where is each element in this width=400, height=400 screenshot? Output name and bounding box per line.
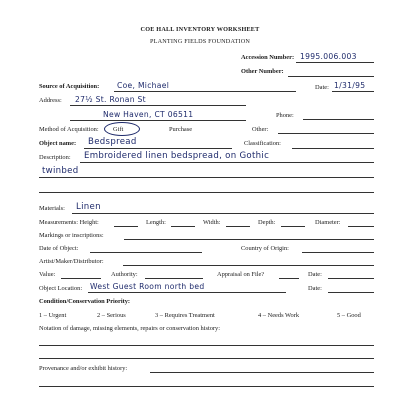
description-value-1[interactable]: Embroidered linen bedspread, on Gothic	[84, 151, 270, 161]
markings-line	[124, 239, 374, 240]
phone-line	[303, 119, 374, 120]
method-option-other[interactable]: Other:	[252, 126, 269, 133]
authority-line	[145, 278, 203, 279]
provenance-label: Provenance and/or exhibit history:	[39, 365, 128, 372]
condition-option-5[interactable]: 5 – Good	[337, 312, 361, 319]
appraisal-label: Appraisal on File?	[217, 271, 265, 278]
method-option-purchase[interactable]: Purchase	[169, 126, 193, 133]
source-date-value[interactable]: 1/31/95	[334, 81, 366, 90]
address-value-2[interactable]: New Haven, CT 06511	[103, 110, 194, 119]
provenance-line-1	[150, 372, 374, 373]
source-date-label: Date:	[315, 84, 329, 91]
description-label: Description:	[39, 154, 71, 161]
provenance-line-2	[39, 386, 374, 387]
date-of-object-label: Date of Object:	[39, 245, 79, 252]
condition-option-4[interactable]: 4 – Needs Work	[258, 312, 300, 319]
materials-line	[72, 213, 374, 214]
object-name-value[interactable]: Bedspread	[88, 137, 137, 147]
depth-line	[281, 226, 305, 227]
materials-label: Materials:	[39, 205, 65, 212]
accession-number-label: Accession Number:	[241, 54, 295, 61]
object-location-line	[88, 292, 286, 293]
other-number-label: Other Number:	[241, 68, 284, 75]
date-of-object-line	[90, 252, 202, 253]
object-location-label: Object Location:	[39, 285, 83, 292]
authority-label: Authority:	[111, 271, 138, 278]
appraisal-line	[279, 278, 299, 279]
condition-option-2[interactable]: 2 – Serious	[97, 312, 126, 319]
width-label: Width:	[203, 219, 221, 226]
classification-line	[292, 148, 374, 149]
appraisal-date-label: Date:	[308, 271, 322, 278]
address-line-1	[70, 105, 246, 106]
source-line	[114, 91, 296, 92]
source-value[interactable]: Coe, Michael	[117, 81, 170, 90]
object-name-label: Object name:	[39, 140, 77, 147]
value-label: Value:	[39, 271, 56, 278]
classification-label: Classification:	[244, 140, 281, 147]
condition-title: Condition/Conservation Priority:	[39, 298, 131, 305]
address-value-1[interactable]: 27½ St. Ronan St	[75, 95, 146, 104]
address-label: Address:	[39, 97, 62, 104]
damage-notation-line-2	[39, 358, 374, 359]
description-line-3	[39, 192, 374, 193]
form-subtitle: PLANTING FIELDS FOUNDATION	[149, 38, 251, 45]
accession-number-line	[296, 62, 374, 63]
diameter-label: Diameter:	[315, 219, 341, 226]
location-date-line	[328, 292, 374, 293]
description-value-2[interactable]: twinbed	[42, 166, 79, 176]
method-other-line	[278, 133, 374, 134]
materials-value[interactable]: Linen	[76, 202, 101, 212]
other-number-line	[288, 76, 374, 77]
damage-notation-label: Notation of damage, missing elements, repairs or conservation history:	[39, 325, 221, 332]
height-line	[114, 226, 138, 227]
method-option-gift[interactable]: Gift	[113, 126, 124, 133]
accession-number-value[interactable]: 1995.006.003	[300, 52, 357, 61]
depth-label: Depth:	[258, 219, 276, 226]
diameter-line	[348, 226, 374, 227]
form-title: COE HALL INVENTORY WORKSHEET	[140, 26, 260, 33]
description-line-1	[80, 162, 374, 163]
width-line	[226, 226, 250, 227]
markings-label: Markings or inscriptions:	[39, 232, 104, 239]
condition-option-3[interactable]: 3 – Requires Treatment	[155, 312, 215, 319]
damage-notation-line-1	[39, 345, 374, 346]
source-date-line	[332, 91, 374, 92]
measurements-height-label: Measurements: Height:	[39, 219, 99, 226]
object-location-value[interactable]: West Guest Room north bed	[90, 282, 205, 291]
appraisal-date-line	[328, 278, 374, 279]
source-label: Source of Acquisition:	[39, 83, 100, 90]
length-label: Length:	[146, 219, 166, 226]
phone-label: Phone:	[276, 112, 294, 119]
condition-option-1[interactable]: 1 – Urgent	[39, 312, 67, 319]
description-line-2	[39, 177, 374, 178]
value-line	[61, 278, 101, 279]
address-line-2	[70, 120, 246, 121]
artist-line	[123, 265, 374, 266]
length-line	[171, 226, 195, 227]
artist-label: Artist/Maker/Distributor:	[39, 258, 104, 265]
country-of-origin-line	[302, 252, 374, 253]
location-date-label: Date:	[308, 285, 322, 292]
object-name-line	[84, 148, 232, 149]
method-label: Method of Acquisition:	[39, 126, 99, 133]
country-of-origin-label: Country of Origin:	[241, 245, 289, 252]
